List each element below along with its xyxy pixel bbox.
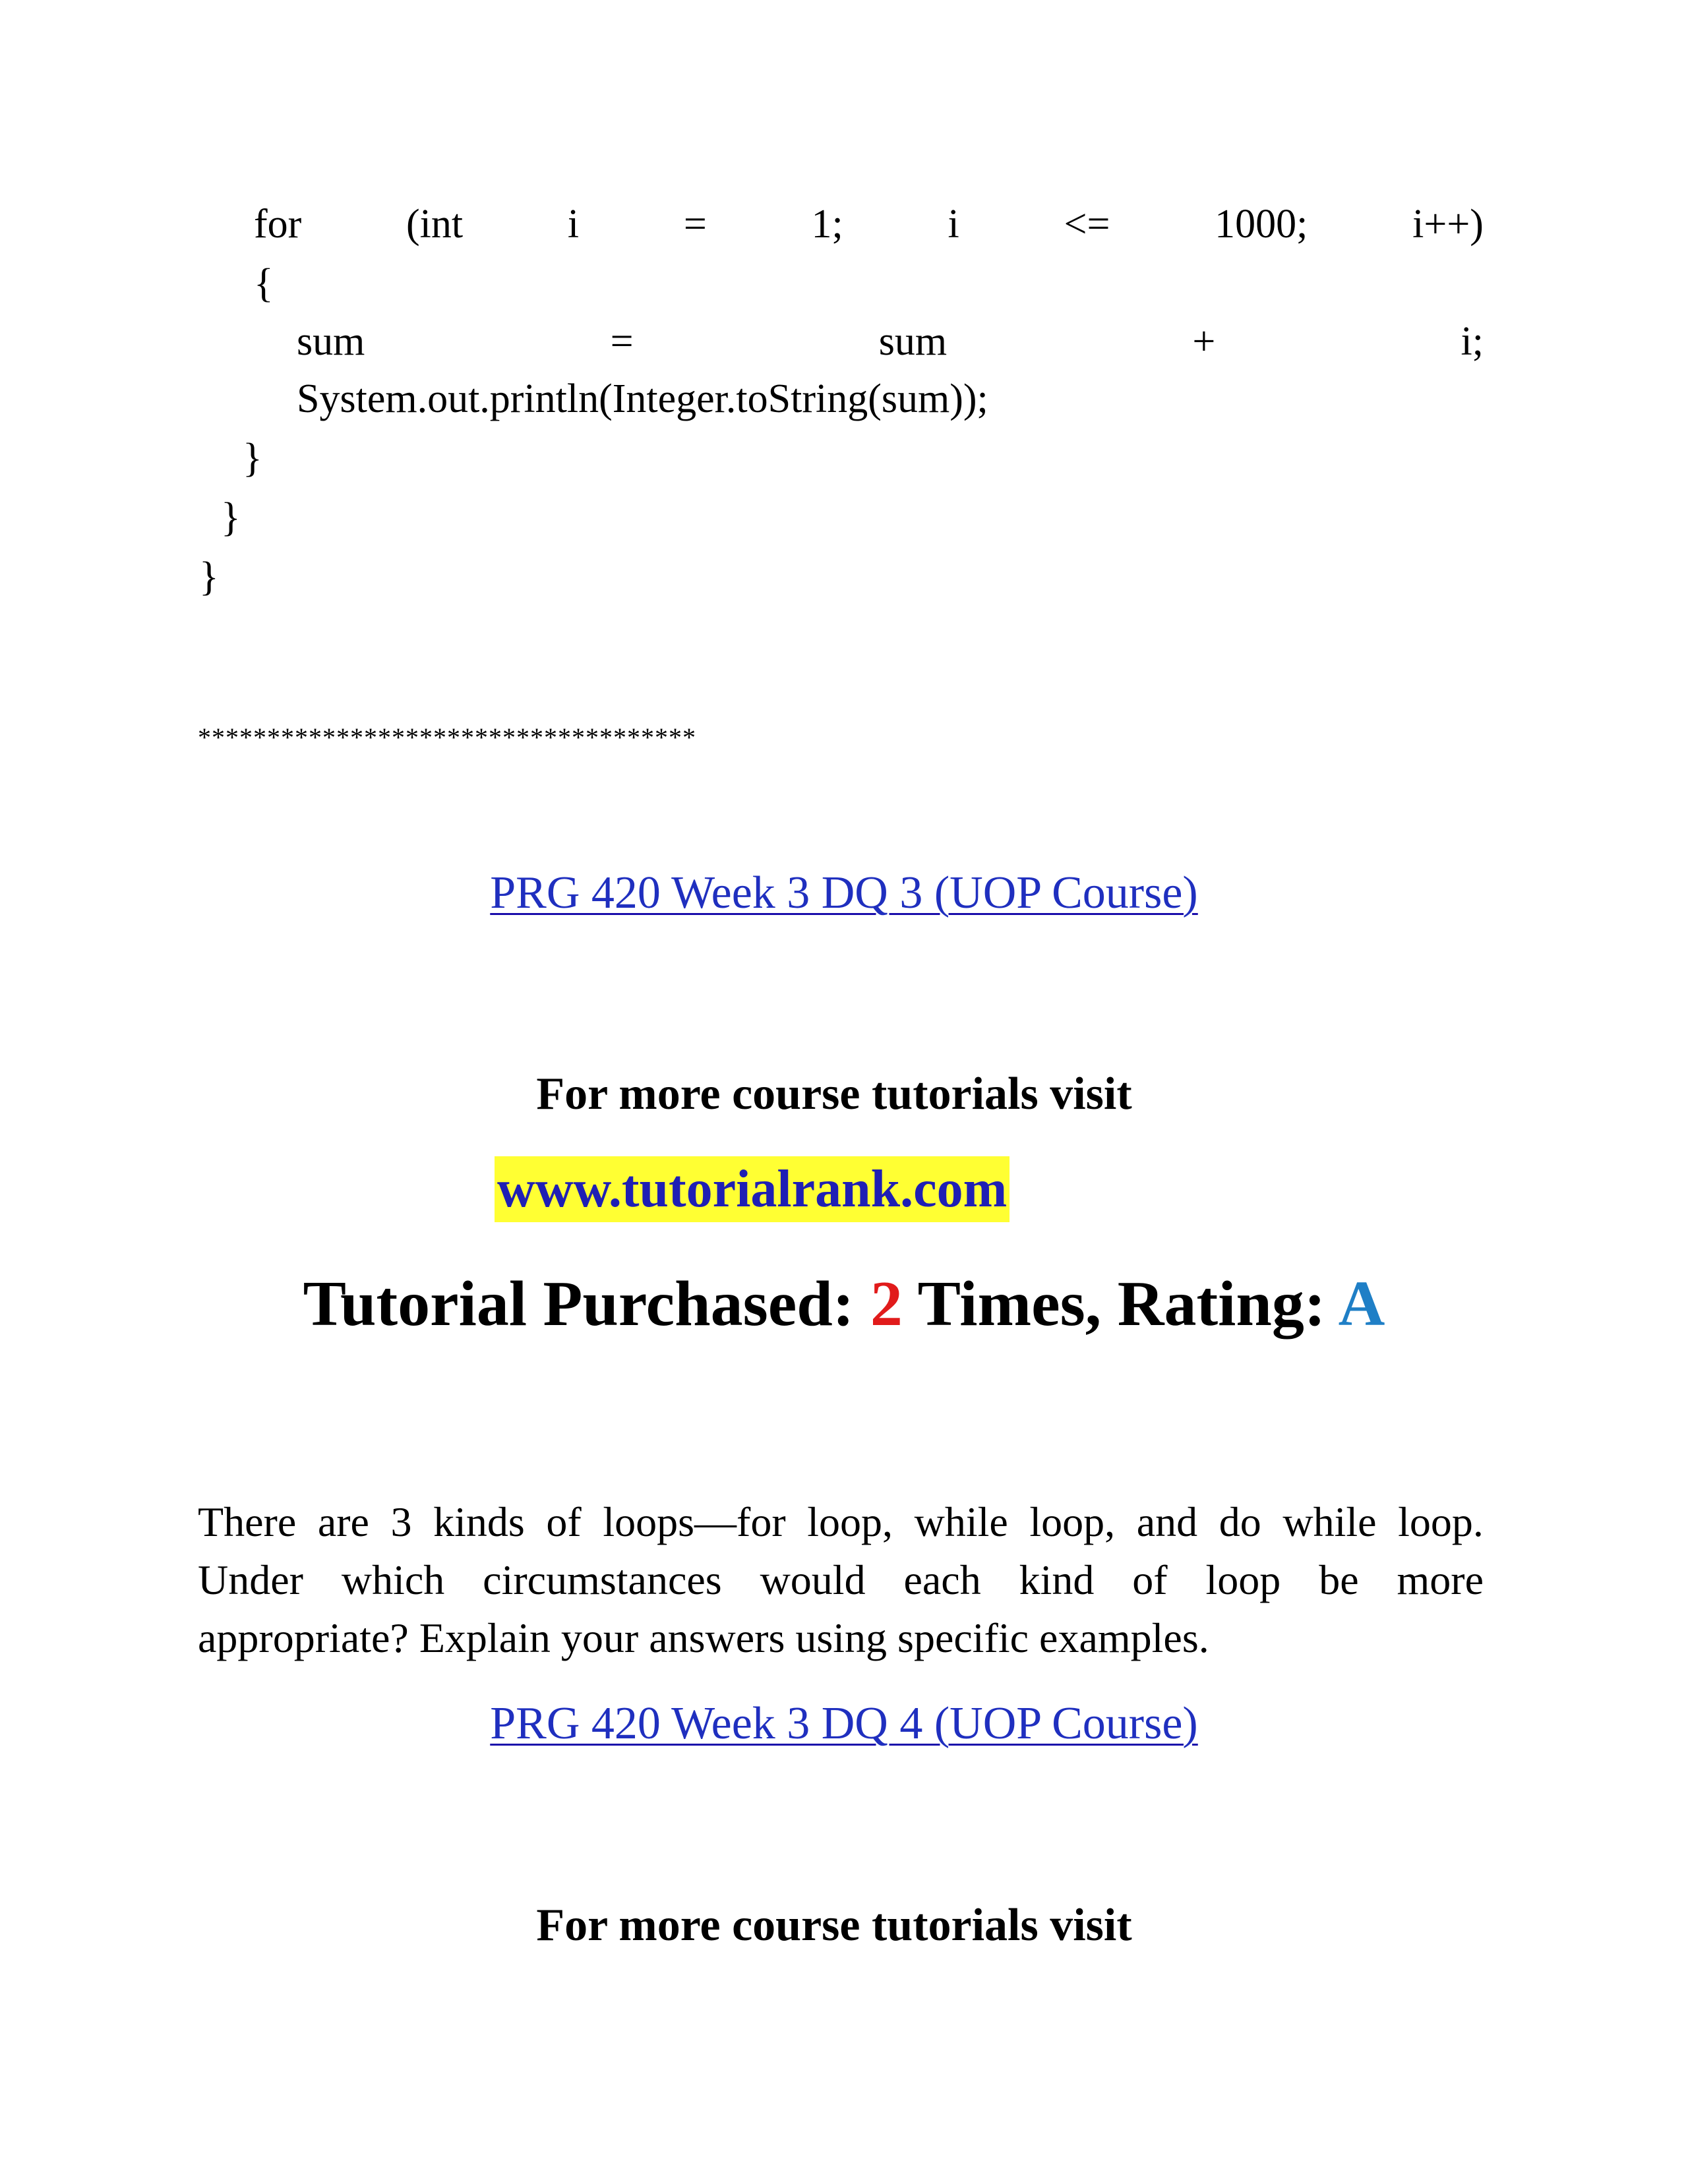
code-token: i <box>948 202 959 247</box>
purchase-middle: Times, Rating: <box>902 1268 1339 1340</box>
purchase-stats <box>0 1264 1688 1343</box>
code-token: <= <box>1064 202 1110 247</box>
word: Under <box>198 1556 303 1603</box>
word: which <box>341 1556 445 1603</box>
word: loop <box>1205 1556 1281 1603</box>
code-token: sum <box>878 319 948 364</box>
question-line-1 <box>198 1493 1484 1551</box>
word: 3 <box>390 1498 412 1545</box>
code-token: 1000; <box>1215 202 1308 247</box>
word: and <box>1136 1498 1198 1545</box>
promo-site-link[interactable]: www.tutorialrank.com <box>495 1156 1010 1222</box>
word: be <box>1319 1556 1359 1603</box>
question-paragraph <box>198 1493 1484 1667</box>
course-link-dq3[interactable] <box>0 864 1688 923</box>
purchase-count: 2 <box>870 1268 903 1340</box>
code-token: + <box>1192 319 1216 364</box>
purchase-prefix: Tutorial Purchased: <box>303 1268 870 1340</box>
word: loop, <box>807 1498 893 1545</box>
code-close-brace: } <box>243 436 262 481</box>
question-line-3: appropriate? Explain your answers using specific examples. <box>198 1614 1209 1661</box>
code-token: i; <box>1461 319 1484 364</box>
word: loops—for <box>603 1498 786 1545</box>
code-close-brace: } <box>199 554 219 599</box>
code-token: sum <box>297 319 365 364</box>
word: would <box>760 1556 866 1603</box>
rating-value: A <box>1338 1268 1385 1340</box>
course-link-label: PRG 420 Week 3 DQ 4 (UOP Course) <box>490 1698 1198 1749</box>
word: kind <box>1019 1556 1095 1603</box>
course-link-label: PRG 420 Week 3 DQ 3 (UOP Course) <box>490 868 1198 918</box>
word: of <box>546 1498 582 1545</box>
code-token: (int <box>406 202 464 247</box>
word: do <box>1219 1498 1261 1545</box>
code-for-line <box>254 198 1484 251</box>
word: are <box>317 1498 369 1545</box>
word: loop. <box>1398 1498 1484 1545</box>
separator-line: ************************************ <box>198 723 696 752</box>
word: of <box>1132 1556 1168 1603</box>
word: There <box>198 1498 297 1545</box>
code-token: i <box>567 202 580 247</box>
word: more <box>1397 1556 1484 1603</box>
code-sum-line <box>297 315 1484 368</box>
code-token: = <box>683 202 707 247</box>
promo-site-wrap <box>495 1156 1010 1222</box>
word: while <box>1282 1498 1377 1545</box>
promo-visit-text: For more course tutorials visit <box>536 1900 1132 1951</box>
promo-visit-text: For more course tutorials visit <box>536 1069 1132 1119</box>
word: loop, <box>1029 1498 1116 1545</box>
code-token: i++) <box>1412 202 1484 247</box>
code-token: = <box>610 319 634 364</box>
course-link-dq4[interactable] <box>0 1694 1688 1754</box>
word: kinds <box>433 1498 525 1545</box>
code-token: 1; <box>811 202 843 247</box>
question-line-2 <box>198 1551 1484 1609</box>
code-close-brace: } <box>221 495 241 540</box>
code-println-line: System.out.println(Integer.toString(sum)); <box>297 376 988 421</box>
word: while <box>914 1498 1008 1545</box>
word: circumstances <box>483 1556 722 1603</box>
code-open-brace: { <box>254 261 274 306</box>
word: each <box>903 1556 981 1603</box>
code-token: for <box>254 202 302 247</box>
